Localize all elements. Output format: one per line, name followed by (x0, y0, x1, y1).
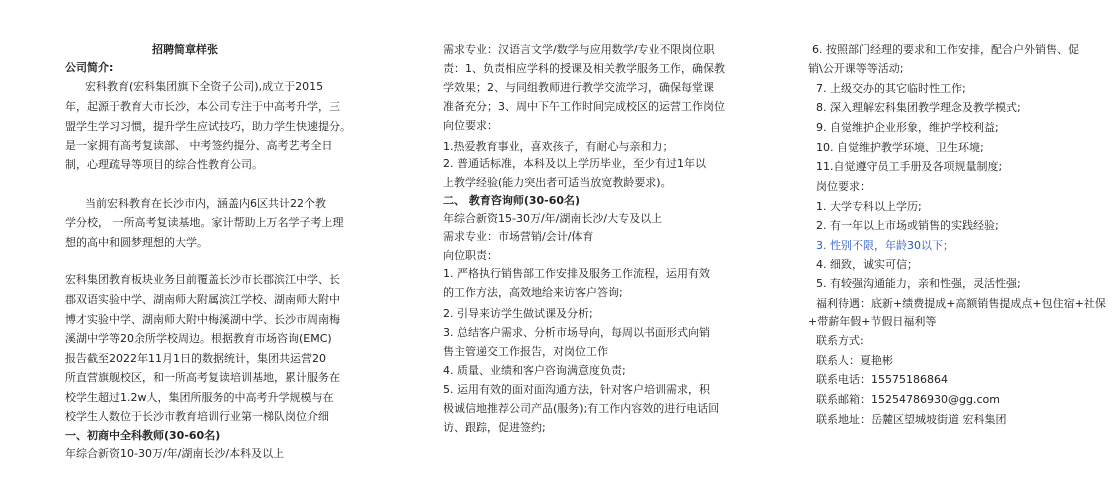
section-heading: 二、 教育咨询师(30-60名) (443, 194, 581, 207)
text-line: 郡双语实验中学、湖南师大附属滨江学校、湖南师大附中 (65, 293, 340, 306)
text-line: 2. 有一年以上市场或销售的实践经验; (816, 219, 999, 232)
text-line: 极诚信地推荐公司产品(服务);有工作内容效的进行电话回 (443, 402, 720, 415)
text-line: 宏科集团教育板块业务目前覆盖长沙市长郡滨江中学、长 (65, 273, 340, 286)
text-line: 联系邮箱：15254786930@gg.com (816, 393, 1000, 406)
text-line: 校学生超过1.2w人，集团所服务的中高考升学规模与在 (65, 391, 334, 404)
text-line: 向位职责： (443, 249, 498, 262)
text-line: 需求专业：汉语言文学/数学与应用数学/专业不限岗位职 (443, 43, 715, 56)
text-line: 准备充分；3、周中下午工作时间完成校区的运营工作岗位 (443, 100, 725, 113)
text-line: 3. 总结客户需求、分析市场导向，每周以书面形式向销 (443, 326, 710, 339)
text-line: 的工作方法，高效地给来访客户答询; (443, 286, 623, 299)
text-line: 年综合新资10-30万/年/湖南长沙/本科及以上 (65, 447, 285, 460)
text-line: 宏科教育(宏科集团旗下全资子公司),成立于2015 (85, 80, 324, 93)
text-line: 学分校， 一所高考复读基地。家计帮助上万名学子考上理 (65, 216, 344, 229)
section-heading: 一、初商中全科教师(30-60名) (65, 429, 221, 442)
text-line: 当前宏科教育在长沙市内，涵盖内6区共计22个教 (85, 197, 326, 210)
text-line: +带薪年假+节假日福利等 (808, 315, 937, 328)
text-line: 制，心理疏导等项目的综合性教育公司。 (65, 158, 263, 171)
intro-heading: 公司简介: (65, 61, 114, 74)
text-line: 11.自觉遵守员工手册及各项规量制度; (816, 160, 1003, 173)
text-line-highlight: 3. 性别不限，年龄30以下； (816, 239, 954, 252)
text-line: 是一家拥有高考复读部、 中考签约提分、高考艺考全日 (65, 139, 333, 152)
text-line: 2. 引导来访学生做试课及分析; (443, 307, 593, 320)
text-line: 上教学经验(能力突出者可适当放宽教龄要求)。 (443, 176, 672, 189)
text-line: 1.热爱教育事业，喜欢孩子，有耐心与亲和力； (443, 140, 674, 153)
text-line: 想的高中和圆梦理想的大学。 (65, 236, 208, 249)
text-line: 联系人：夏艳彬 (816, 354, 893, 367)
text-line: 5. 有较强沟通能力，亲和性强，灵活性强; (816, 277, 1021, 290)
text-line: 6. 按照部门经理的要求和工作安排，配合户外销售、促 (812, 43, 1079, 56)
text-line: 溪湖中学等20余所学校周边。根据教育市场咨询(EMC) (65, 332, 332, 345)
text-line: 1. 严格执行销售部工作安排及服务工作流程，运用有效 (443, 267, 710, 280)
text-line: 9. 自觉维护企业形象，维护学校利益; (816, 121, 999, 134)
text-line: 责：1、负责相应学科的授课及相关教学服务工作，确保教 (443, 62, 725, 75)
text-line: 联系方式: (816, 334, 864, 347)
text-line: 博才实验中学、湖南师大附中梅溪湖中学、长沙市周南梅 (65, 313, 340, 326)
text-line: 联系地址：岳麓区望城坡街道 宏科集团 (816, 413, 1007, 426)
text-line: 报告截至2022年11月1日的数据统计，集团共运营20 (65, 352, 326, 365)
page-title: 招聘简章样张 (152, 43, 218, 56)
text-line: 售主管递交工作报告，对岗位工作 (443, 345, 608, 358)
text-line: 2. 普通话标准，本科及以上学历毕业，至少有过1年以 (443, 157, 706, 170)
text-line: 校学生人数位于长沙市教育培训行业第一梯队岗位介细 (65, 410, 329, 423)
text-line: 7. 上级交办的其它临时性工作; (816, 82, 966, 95)
text-line: 访、跟踪，促进签约; (443, 421, 546, 434)
text-line: 福利待遇：底新+绩费提成+高额销售提成点+包住宿+社保 (816, 297, 1106, 310)
text-line: 联系电话：15575186864 (816, 373, 948, 386)
text-line: 10. 自觉维护教学环境、卫生环境; (816, 141, 984, 154)
text-line: 盟学生学习习惯，提升学生应试技巧，助力学生快速提分。 (65, 120, 351, 133)
text-line: 向位要求： (443, 119, 498, 132)
text-line: 1. 大学专科以上学历; (816, 200, 922, 213)
text-line: 8. 深入理解宏科集团教学理念及教学模式; (816, 101, 1021, 114)
text-line: 5. 运用有效的面对面沟通方法，针对客户培训需求，积 (443, 383, 710, 396)
text-line: 所直营旗舰校区，和一所高考复读培训基地，累计服务在 (65, 371, 340, 384)
text-line: 需求专业：市场营销/会计/体育 (443, 230, 594, 243)
text-line: 学效果；2、与同组教师进行教学交流学习，确保每堂课 (443, 81, 714, 94)
text-line: 岗位要求： (816, 180, 871, 193)
text-line: 年，起源于教育大市长沙，本公司专注于中高考升学，三 (65, 100, 340, 113)
text-line: 4. 细致，诚实可信； (816, 258, 918, 271)
text-line: 4. 质量、业绩和客户咨询满意度负责; (443, 364, 626, 377)
text-line: 销\公开课等等活动; (808, 62, 904, 75)
text-line: 年综合新资15-30万/年/湖南长沙/大专及以上 (443, 212, 663, 225)
